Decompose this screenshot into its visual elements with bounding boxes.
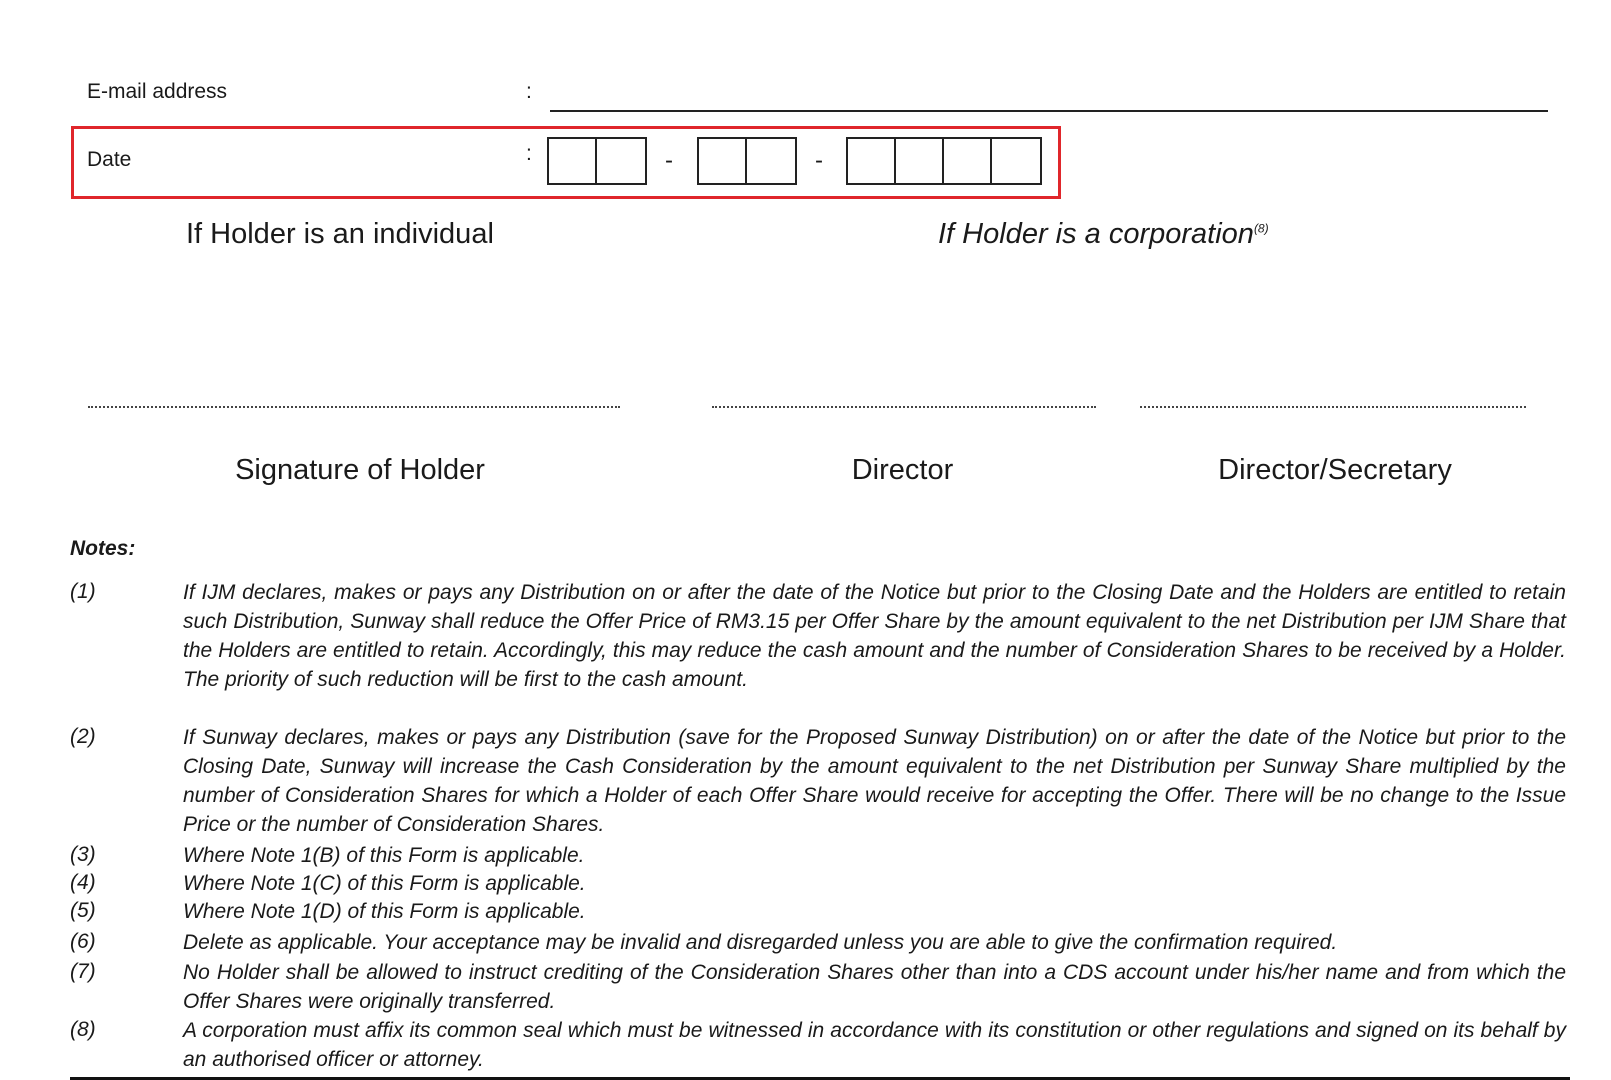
note-text: If IJM declares, makes or pays any Distribution on or after the date of the Notice but prior to the Closing Date and the Holders are entitled to retain such Distribution, Sunway shall reduce the Offer Price of RM3.15 per Offer Share by the amount equivalent to the net Distribution per IJM Share that the Holders are entitled to retain. Accordingly, this may reduce the cash amount and the number of Consideration Shares to be received by a Holder. The priority of such reduction will be first to the cash amount. <box>183 581 1566 691</box>
note-number: (6) <box>70 930 96 953</box>
date-month-boxes[interactable] <box>697 137 797 185</box>
date-day-digit-1[interactable] <box>549 139 597 183</box>
date-month-digit-2[interactable] <box>747 139 795 183</box>
date-label: Date <box>87 148 132 171</box>
date-year-digit-2[interactable] <box>896 139 944 183</box>
date-day-boxes[interactable] <box>547 137 647 185</box>
note-text: Delete as applicable. Your acceptance may be invalid and disregarded unless you are able to give the confirmation required. <box>183 931 1338 954</box>
note-text: No Holder shall be allowed to instruct crediting of the Consideration Shares other than into a CDS account under his/her name and from which the Offer Shares were originally transferred. <box>183 961 1566 1013</box>
note-text: If Sunway declares, makes or pays any Distribution (save for the Proposed Sunway Distribution) on or after the date of the Notice but prior to the Closing Date, Sunway will increase the Cash Consideration by the amount equivalent to the net Distribution per Sunway Share multiplied by the number of Consideration Shares for which a Holder of each Offer Share would receive for accepting the Offer. There will be no change to the Issue Price or the number of Consideration Shares. <box>183 726 1566 836</box>
note-number: (7) <box>70 960 96 983</box>
notes-title: Notes: <box>70 537 136 560</box>
signature-holder-label: Signature of Holder <box>235 454 485 486</box>
note-number: (5) <box>70 899 96 922</box>
email-colon: : <box>526 80 532 103</box>
director-secretary-signature-line[interactable] <box>1140 406 1526 408</box>
corporation-heading-text: If Holder is a corporation <box>938 218 1254 250</box>
email-label: E-mail address <box>87 80 228 103</box>
corporation-heading <box>938 218 1269 251</box>
date-day-digit-2[interactable] <box>597 139 645 183</box>
date-year-digit-1[interactable] <box>848 139 896 183</box>
date-year-digit-4[interactable] <box>992 139 1040 183</box>
date-colon: : <box>526 142 532 165</box>
director-secretary-label: Director/Secretary <box>1218 454 1452 486</box>
date-month-digit-1[interactable] <box>699 139 747 183</box>
date-separator-2: - <box>815 147 823 174</box>
note-number: (8) <box>70 1018 96 1041</box>
note-text: Where Note 1(C) of this Form is applicable. <box>183 872 586 895</box>
signature-holder-line[interactable] <box>88 406 620 408</box>
note-number: (1) <box>70 580 96 603</box>
director-signature-line[interactable] <box>712 406 1096 408</box>
date-year-digit-3[interactable] <box>944 139 992 183</box>
note-number: (2) <box>70 725 96 748</box>
corporation-note-ref: (8) <box>1253 221 1269 236</box>
note-text: A corporation must affix its common seal which must be witnessed in accordance with its constitution or other regulations and signed on its behalf by an authorised officer or attorney. <box>183 1019 1566 1071</box>
individual-heading: If Holder is an individual <box>186 218 494 250</box>
note-number: (3) <box>70 843 96 866</box>
date-year-boxes[interactable] <box>846 137 1042 185</box>
director-label: Director <box>851 454 954 486</box>
note-number: (4) <box>70 871 96 894</box>
note-text: Where Note 1(B) of this Form is applicable. <box>183 844 585 867</box>
email-field[interactable] <box>550 110 1548 112</box>
date-separator-1: - <box>665 147 673 174</box>
note-text: Where Note 1(D) of this Form is applicable. <box>183 900 586 923</box>
